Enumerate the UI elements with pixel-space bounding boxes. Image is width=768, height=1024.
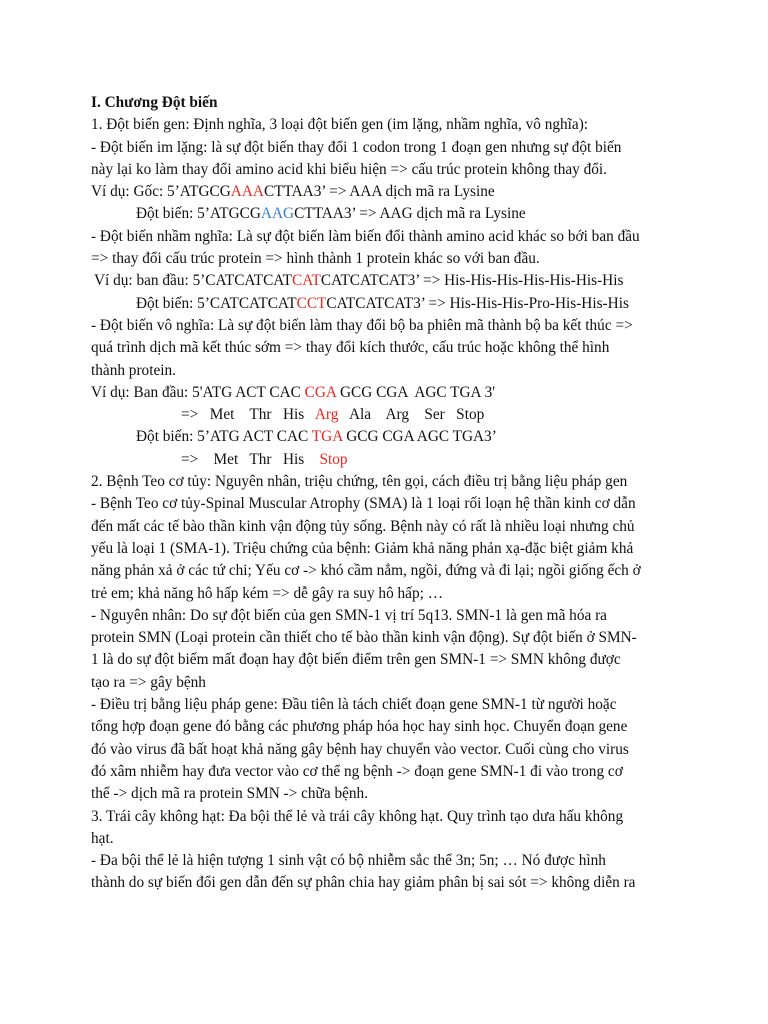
text-line: thành protein. [91, 361, 176, 379]
text-line: - Đột biến im lặng: là sự đột biến thay đổi 1 codon trong 1 đoạn gen nhưng sự đột biến [91, 138, 622, 156]
text-line: => thay đổi cấu trúc protein => hình thành 1 protein khác so với ban đầu. [91, 250, 540, 268]
example-line: => Met Thr His Stop [181, 450, 348, 468]
highlighted-codon: CCT [296, 294, 327, 312]
highlighted-codon: AAG [260, 205, 295, 223]
text-line: này lại ko làm thay đổi amino acid khi biểu hiện => cấu trúc protein không thay đổi. [91, 160, 607, 178]
text-line: protein SMN (Loại protein cần thiết cho tế bào thần kinh vận động). Sự đột biến ở SMN- [91, 629, 637, 647]
text-line: - Bệnh Teo cơ tủy-Spinal Muscular Atrophy (SMA) là 1 loại rối loạn hệ thần kinh cơ dẫn [91, 495, 636, 513]
highlighted-codon: CGA [304, 383, 337, 401]
highlighted-codon: CAT [292, 272, 321, 290]
highlighted-amino-acid: Arg [314, 406, 339, 424]
text-line: - Điều trị bằng liệu pháp gene: Đầu tiên là tách chiết đoạn gene SMN-1 từ người hoặc [91, 696, 617, 714]
document-body [91, 92, 691, 895]
example-line: Ví dụ: Gốc: 5’ATGCGAAACTTAA3’ => AAA dịch mã ra Lysine [91, 183, 495, 201]
text-line: đó xâm nhiễm hay đưa vector vào cơ thể ng bệnh -> đoạn gene SMN-1 đi vào trong cơ [91, 762, 623, 780]
text-line: đó vào virus đã bất hoạt khả năng gây bệnh hay chuyển vào vector. Cuối cùng cho virus [91, 740, 629, 758]
text-line: quá trình dịch mã kết thúc sớm => thay đổi kích thước, cấu trúc hoặc không thể hình [91, 339, 610, 357]
text-line: - Đa bội thể lẻ là hiện tượng 1 sinh vật có bộ nhiễm sắc thể 3n; 5n; … Nó được hình [91, 852, 606, 870]
text-line: - Đột biến vô nghĩa: Là sự đột biến làm thay đổi bộ ba phiên mã thành bộ ba kết thúc => [91, 316, 633, 334]
section-heading: I. Chương Đột biến [91, 94, 218, 111]
text-line: tạo ra => gây bệnh [91, 673, 206, 691]
example-line: Ví dụ: Ban đầu: 5'ATG ACT CAC CGA GCG CGA AGC TGA 3' [91, 383, 495, 401]
example-line: Đột biến: 5’CATCATCATCCTCATCATCAT3’ => His-His-His-Pro-His-His-His [136, 294, 629, 312]
text-line: - Đột biến nhầm nghĩa: Là sự đột biến làm biến đổi thành amino acid khác so bới ban đầu [91, 227, 640, 245]
text-line: 1. Đột biến gen: Định nghĩa, 3 loại đột biến gen (im lặng, nhầm nghĩa, vô nghĩa): [91, 116, 589, 134]
highlighted-amino-acid: Stop [319, 450, 348, 468]
text-line: thể -> dịch mã ra protein SMN -> chữa bệnh. [91, 785, 369, 803]
highlighted-codon: TGA [311, 428, 343, 446]
text-line: trẻ em; khả năng hô hấp kém => dễ gây ra suy hô hấp; … [91, 584, 443, 602]
example-line: Đột biến: 5’ATGCGAAGCTTAA3’ => AAG dịch mã ra Lysine [136, 205, 526, 223]
example-line: Ví dụ: ban đầu: 5’CATCATCATCATCATCATCAT3’ => His-His-His-His-His-His-His [94, 272, 624, 290]
text-line: 1 là do sự đột biếm mất đoạn hay đột biến điểm trên gen SMN-1 => SMN không được [91, 651, 621, 669]
example-line: Đột biến: 5’ATG ACT CAC TGA GCG CGA AGC TGA3’ [136, 428, 497, 446]
text-line: đến mất các tế bào thần kinh vận động tủy sống. Bệnh này có rất là nhiều loại nhưng chủ [91, 517, 635, 535]
text-line: năng phản xả ở các tứ chi; Yếu cơ -> khó cầm nắm, ngồi, đứng và đi lại; ngồi giống ếch ở [91, 562, 641, 580]
text-line: tổng hợp đoạn gene đó bằng các phương pháp hóa học hay sinh học. Chuyển đoạn gene [91, 718, 628, 736]
text-line: - Nguyên nhân: Do sự đột biến của gen SMN-1 vị trí 5q13. SMN-1 là gen mã hóa ra [91, 606, 607, 624]
text-line: hạt. [91, 829, 114, 847]
highlighted-codon: AAA [230, 183, 264, 201]
text-line: 2. Bệnh Teo cơ tủy: Nguyên nhân, triệu chứng, tên gọi, cách điều trị bằng liệu pháp gen [91, 473, 628, 491]
text-line: yếu là loại 1 (SMA-1). Triệu chứng của bệnh: Giảm khả năng phản xạ-đặc biệt giảm khả [91, 539, 634, 557]
text-line: thành do sự biến đổi gen dẫn đến sự phân chia hay giảm phân bị sai sót => không diễn ra [91, 874, 636, 892]
text-line: 3. Trái cây không hạt: Đa bội thể lẻ và trái cây không hạt. Quy trình tạo dưa hấu không [91, 807, 624, 825]
example-line: => Met Thr His Arg Ala Arg Ser Stop [181, 406, 485, 424]
